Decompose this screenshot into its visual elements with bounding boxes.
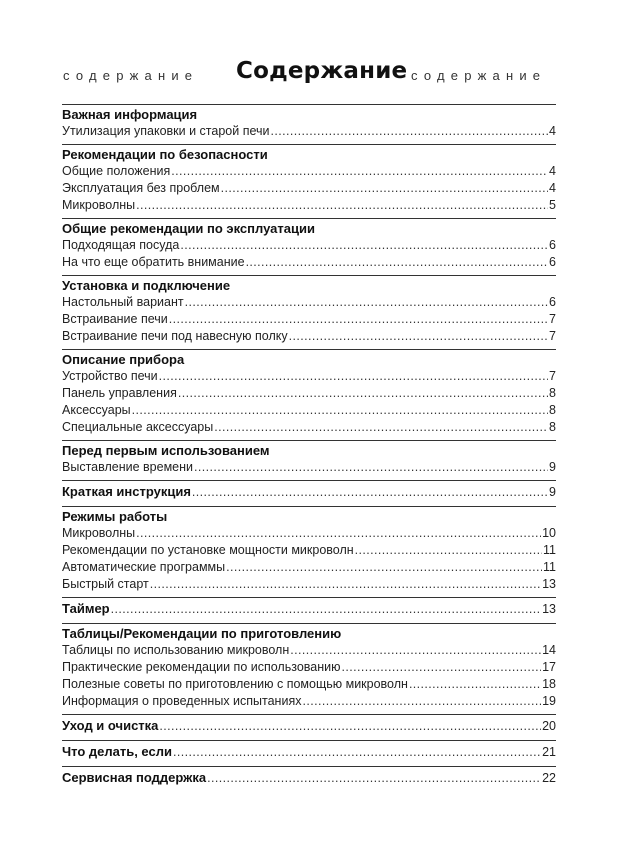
toc-entry-label: Утилизация упаковки и старой печи [62, 124, 270, 138]
toc-entry-bold[interactable] [62, 600, 556, 618]
toc-entry-label: Эксплуатация без проблем [62, 181, 220, 195]
toc-section-title: Режимы работы [62, 509, 168, 524]
toc-page-number: 8 [549, 386, 556, 400]
dot-leader [342, 659, 542, 676]
toc-entry[interactable] [62, 402, 556, 419]
dot-leader [136, 525, 541, 542]
dot-leader [289, 328, 548, 345]
dot-leader [171, 163, 548, 180]
toc-section [62, 740, 556, 761]
toc-entry-label: Панель управления [62, 386, 177, 400]
toc-entry[interactable] [62, 163, 556, 180]
toc-entry[interactable] [62, 368, 556, 385]
toc-section [62, 275, 556, 345]
toc-page-number: 20 [542, 719, 556, 733]
toc-entry-label: Общие положения [62, 164, 171, 178]
toc-entry[interactable] [62, 576, 556, 593]
toc-entry-bold[interactable] [62, 483, 556, 501]
dot-leader [180, 237, 548, 254]
toc-entry-label: Быстрый старт [62, 577, 149, 591]
toc-page-number: 7 [549, 312, 556, 326]
page-title: Содержание [236, 58, 408, 84]
toc-page-number: 8 [549, 420, 556, 434]
toc-section-title: Установка и подключение [62, 278, 231, 293]
toc-page-number: 8 [549, 403, 556, 417]
page-header [0, 58, 623, 88]
toc-entry[interactable] [62, 693, 556, 710]
toc-entry-label: Специальные аксессуары [62, 420, 214, 434]
dot-leader [132, 402, 548, 419]
toc-entry[interactable] [62, 459, 556, 476]
dot-leader [150, 576, 541, 593]
toc-entry-label: Уход и очистка [62, 718, 159, 733]
dot-leader [302, 693, 541, 710]
toc-entry-label: Встраивание печи под навесную полку [62, 329, 288, 343]
toc-page-number: 9 [549, 485, 556, 499]
toc-section [62, 597, 556, 618]
toc-entry-label: Практические рекомендации по использованию [62, 660, 341, 674]
toc-entry-label: Краткая инструкция [62, 484, 191, 499]
toc-entry-label: Устройство печи [62, 369, 158, 383]
toc-page-number: 11 [543, 543, 556, 557]
dot-leader [246, 254, 548, 271]
toc-entry[interactable] [62, 642, 556, 659]
toc-entry[interactable] [62, 659, 556, 676]
toc-page-number: 22 [542, 771, 556, 785]
toc-section [62, 349, 556, 436]
toc-page-number: 4 [549, 124, 556, 138]
toc-entry-bold[interactable] [62, 769, 556, 787]
toc-section [62, 506, 556, 593]
toc-section-title: Рекомендации по безопасности [62, 147, 268, 162]
toc-section-title: Важная информация [62, 107, 198, 122]
toc-entry[interactable] [62, 294, 556, 311]
toc-entry-label: Выставление времени [62, 460, 193, 474]
dot-leader [194, 459, 548, 476]
toc-page-number: 6 [549, 255, 556, 269]
toc-entry-bold[interactable] [62, 717, 556, 735]
dot-leader [136, 197, 548, 214]
toc-entry[interactable] [62, 385, 556, 402]
toc-page-number: 4 [549, 181, 556, 195]
dot-leader [173, 744, 541, 761]
toc-section [62, 480, 556, 501]
dot-leader [178, 385, 548, 402]
toc-entry-label: Полезные советы по приготовлению с помощью микроволн [62, 677, 408, 691]
toc-entry-label: Что делать, если [62, 744, 172, 759]
dot-leader [214, 419, 548, 436]
toc-entry-label: Таблицы по использованию микроволн [62, 643, 290, 657]
dot-leader [111, 601, 541, 618]
dot-leader [159, 718, 541, 735]
dot-leader [207, 770, 541, 787]
toc-entry-label: Микроволны [62, 526, 136, 540]
toc-entry[interactable] [62, 237, 556, 254]
dot-leader [355, 542, 542, 559]
toc-section-title: Описание прибора [62, 352, 185, 367]
dot-leader [159, 368, 548, 385]
dot-leader [409, 676, 541, 693]
toc-page-number: 5 [549, 198, 556, 212]
toc-entry[interactable] [62, 311, 556, 328]
toc-page-number: 13 [542, 577, 556, 591]
toc-entry-label: Микроволны [62, 198, 136, 212]
toc-entry[interactable] [62, 328, 556, 345]
toc-entry[interactable] [62, 525, 556, 542]
toc-page-number: 11 [543, 560, 556, 574]
toc-section [62, 623, 556, 710]
toc-entry-label: Автоматические программы [62, 560, 226, 574]
dot-leader [290, 642, 541, 659]
header-side-left: содержание [63, 68, 199, 83]
toc-section [62, 104, 556, 140]
toc-entry[interactable] [62, 542, 556, 559]
toc-section [62, 766, 556, 787]
toc-page-number: 17 [542, 660, 556, 674]
dot-leader [271, 123, 549, 140]
toc-entry[interactable] [62, 197, 556, 214]
toc-section [62, 144, 556, 214]
toc-page-number: 6 [549, 238, 556, 252]
toc-page-number: 7 [549, 329, 556, 343]
toc-entry[interactable] [62, 254, 556, 271]
dot-leader [185, 294, 548, 311]
dot-leader [221, 180, 548, 197]
toc-entry-label: Рекомендации по установке мощности микроволн [62, 543, 354, 557]
toc-page-number: 21 [542, 745, 556, 759]
dot-leader [226, 559, 542, 576]
toc-entry-label: Настольный вариант [62, 295, 184, 309]
toc-entry-label: Подходящая посуда [62, 238, 180, 252]
toc-section-title: Таблицы/Рекомендации по приготовлению [62, 626, 342, 641]
toc-section [62, 714, 556, 735]
toc-entry-bold[interactable] [62, 743, 556, 761]
toc-page-number: 10 [542, 526, 556, 540]
toc-entry[interactable] [62, 123, 556, 140]
toc-page-number: 14 [542, 643, 556, 657]
toc-page-number: 19 [542, 694, 556, 708]
toc-page-number: 7 [549, 369, 556, 383]
toc-entry[interactable] [62, 180, 556, 197]
toc-section-title: Перед первым использованием [62, 443, 270, 458]
toc-section [62, 218, 556, 271]
toc-entry-label: Аксессуары [62, 403, 131, 417]
toc-entry[interactable] [62, 676, 556, 693]
dot-leader [192, 484, 548, 501]
toc-entry[interactable] [62, 559, 556, 576]
toc-section [62, 440, 556, 476]
table-of-contents [62, 104, 556, 792]
toc-page-number: 18 [542, 677, 556, 691]
toc-section-title: Общие рекомендации по эксплуатации [62, 221, 315, 236]
toc-entry-label: Встраивание печи [62, 312, 168, 326]
toc-page-number: 13 [542, 602, 556, 616]
toc-entry-label: Таймер [62, 601, 110, 616]
dot-leader [169, 311, 548, 328]
toc-page-number: 4 [549, 164, 556, 178]
toc-entry-label: На что еще обратить внимание [62, 255, 245, 269]
header-side-right: содержание [411, 68, 547, 83]
toc-page-number: 9 [549, 460, 556, 474]
toc-entry-label: Сервисная поддержка [62, 770, 207, 785]
toc-page-number: 6 [549, 295, 556, 309]
toc-entry-label: Информация о проведенных испытаниях [62, 694, 302, 708]
toc-entry[interactable] [62, 419, 556, 436]
